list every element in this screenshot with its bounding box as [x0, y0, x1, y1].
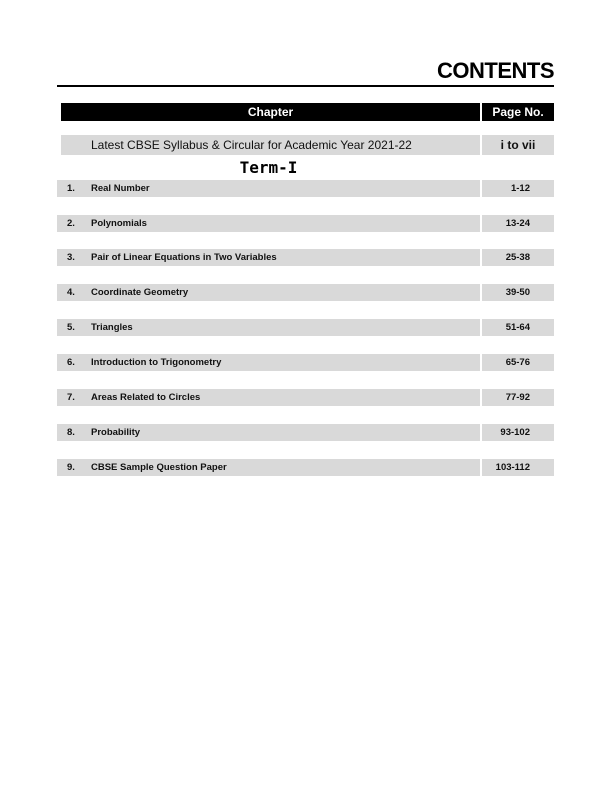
- table-header: [57, 103, 554, 121]
- latest-syllabus-row[interactable]: [57, 135, 554, 155]
- toc-row-number: 4.: [57, 284, 91, 301]
- term-heading: Term-I: [239, 158, 298, 177]
- page-title: CONTENTS: [437, 58, 554, 83]
- header-page-no: Page No.: [482, 103, 554, 121]
- latest-syllabus-pages: i to vii: [482, 135, 554, 155]
- toc-row-number: 6.: [57, 354, 91, 371]
- toc-row[interactable]: [57, 284, 554, 301]
- toc-row-pages: 65-76: [482, 354, 554, 371]
- toc-row-pages: 93-102: [482, 424, 554, 441]
- toc-row-pages: 103-112: [482, 459, 554, 476]
- toc-row[interactable]: [57, 424, 554, 441]
- title-rule: [57, 85, 554, 87]
- toc-row[interactable]: [57, 389, 554, 406]
- toc-row-label: Pair of Linear Equations in Two Variables: [91, 249, 480, 266]
- toc-row-label: Probability: [91, 424, 480, 441]
- toc-row-number: 7.: [57, 389, 91, 406]
- toc-row-pages: 39-50: [482, 284, 554, 301]
- toc-row[interactable]: [57, 319, 554, 336]
- toc-row-number: 2.: [57, 215, 91, 232]
- toc-row-pages: 51-64: [482, 319, 554, 336]
- toc-row-label: Polynomials: [91, 215, 480, 232]
- toc-row-number: 5.: [57, 319, 91, 336]
- toc-row[interactable]: [57, 459, 554, 476]
- toc-row-label: Introduction to Trigonometry: [91, 354, 480, 371]
- toc-row-pages: 77-92: [482, 389, 554, 406]
- latest-syllabus-label: Latest CBSE Syllabus & Circular for Academic Year 2021-22: [61, 135, 480, 155]
- toc-row-label: Real Number: [91, 180, 480, 197]
- toc-row[interactable]: [57, 249, 554, 266]
- toc-row[interactable]: [57, 180, 554, 197]
- toc-row-label: CBSE Sample Question Paper: [91, 459, 480, 476]
- toc-row-number: 3.: [57, 249, 91, 266]
- toc-row-number: 8.: [57, 424, 91, 441]
- toc-row-number: 1.: [57, 180, 91, 197]
- toc-row-pages: 13-24: [482, 215, 554, 232]
- toc-row-label: Triangles: [91, 319, 480, 336]
- toc-row-label: Coordinate Geometry: [91, 284, 480, 301]
- toc-row-pages: 1-12: [482, 180, 554, 197]
- toc-row[interactable]: [57, 215, 554, 232]
- header-chapter: Chapter: [61, 103, 480, 121]
- toc-row-pages: 25-38: [482, 249, 554, 266]
- toc-row[interactable]: [57, 354, 554, 371]
- toc-row-label: Areas Related to Circles: [91, 389, 480, 406]
- toc-row-number: 9.: [57, 459, 91, 476]
